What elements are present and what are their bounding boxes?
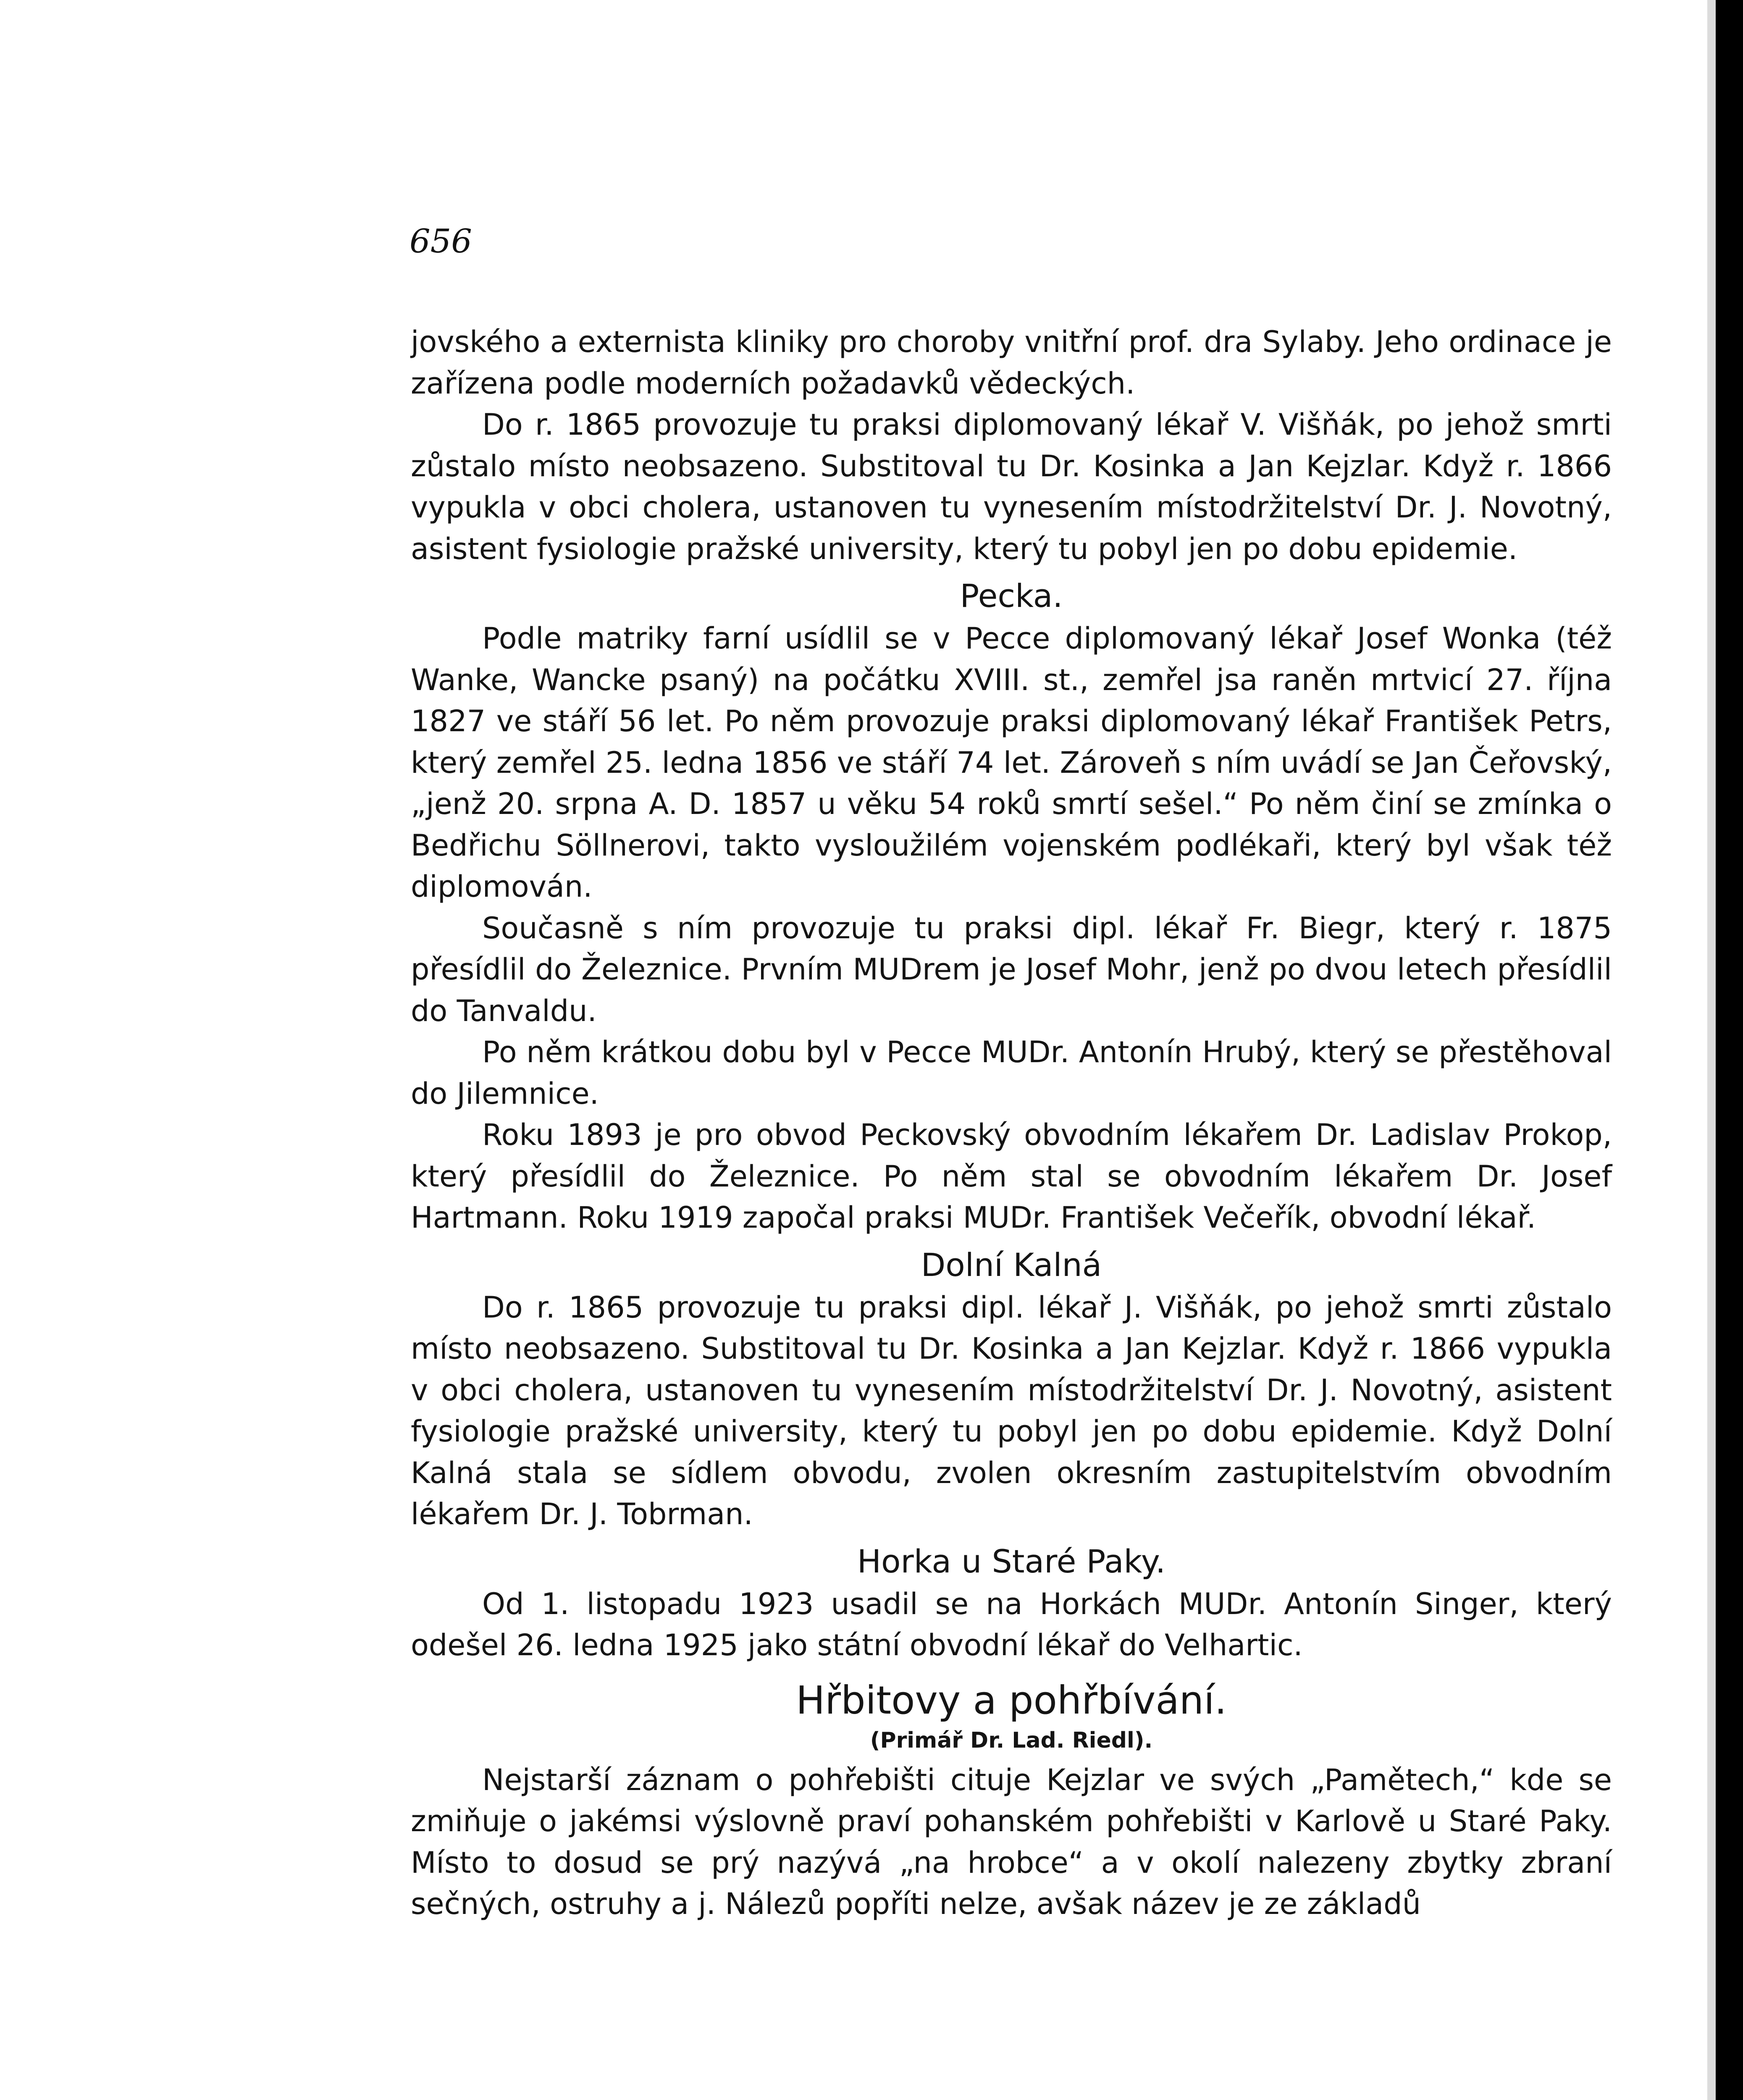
pecka-paragraph-2: Současně s ním provozuje tu praksi dipl. lékař Fr. Biegr, který r. 1875 přesídlil do Železnice. Prvním MUDrem je Josef Mohr, jenž po dvou letech přesídlil do Tanvaldu. [411,911,1612,1028]
pecka-paragraph-1: Podle matriky farní usídlil se v Pecce diplomovaný lékař Josef Wonka (též Wanke, Wancke psaný) na počátku XVIII. st., zemřel jsa raněn mrtvicí 27. října 1827 ve stáří 56 let. Po něm provozuje praksi diplomovaný lékař František Petrs, který zemřel 25. ledna 1856 ve stáří 74 let. Zároveň s ním uvádí se Jan Čeřovský, „jenž 20. srpna A. D. 1857 u věku 54 roků smrtí sešel.“ Po něm činí se zmínka o Bedřichu Söllnerovi, takto vysloužilém vojenském podlékaři, který byl však též diplomován. [411,621,1612,904]
section-heading-dolni-kalna: Dolní Kalná [921,1246,1102,1284]
text-column [411,321,1612,1925]
section-heading-pecka: Pecka. [960,577,1063,614]
pecka-paragraph-3: Po něm krátkou dobu byl v Pecce MUDr. Antonín Hrubý, který se přestěhoval do Jilemnice. [411,1035,1612,1111]
horka-paragraph-1: Od 1. listopadu 1923 usadil se na Horkách MUDr. Antonín Singer, který odešel 26. ledna 1925 jako státní obvodní lékař do Velhartic. [411,1586,1612,1662]
section-heading-horka: Horka u Staré Paky. [857,1542,1166,1580]
chapter-heading-hrbitovy: Hřbitovy a pohřbívání. [796,1677,1227,1723]
hrbitovy-paragraph-1: Nejstarší záznam o pohřebišti cituje Kejzlar ve svých „Pamětech,“ kde se zmiňuje o jakémsi výslovně praví pohanském pohřebišti v Karlově u Staré Paky. Místo to dosud se prý nazývá „na hrobce“ a v okolí nalezeny zbytky zbraní sečných, ostruhy a j. Nálezů popříti nelze, avšak název je ze základů [411,1762,1612,1921]
page-number: 656 [410,223,472,260]
intro-paragraph-2: Do r. 1865 provozuje tu praksi diplomovaný lékař V. Višňák, po jehož smrti zůstalo místo neobsazeno. Substitoval tu Dr. Kosinka a Jan Kejzlar. Když r. 1866 vypukla v obci cholera, ustanoven tu vynesením místodržitelství Dr. J. Novotný, asistent fysiologie pražské university, který tu pobyl jen po dobu epidemie. [411,407,1612,566]
intro-paragraph-1: jovského a externista kliniky pro choroby vnitřní prof. dra Sylaby. Jeho ordinace je zařízena podle moderních požadavků vědeckých. [411,325,1612,401]
pecka-paragraph-4: Roku 1893 je pro obvod Peckovský obvodním lékařem Dr. Ladislav Prokop, který přesídlil do Železnice. Po něm stal se obvodním lékařem Dr. Josef Hartmann. Roku 1919 započal praksi MUDr. František Večeřík, obvodní lékař. [411,1118,1612,1235]
dolni-kalna-paragraph-1: Do r. 1865 provozuje tu praksi dipl. lékař J. Višňák, po jehož smrti zůstalo místo neobsazeno. Substitoval tu Dr. Kosinka a Jan Kejzlar. Když r. 1866 vypukla v obci cholera, ustanoven tu vynesením místodržitelství Dr. J. Novotný, asistent fysiologie pražské university, který tu pobyl jen po dobu epidemie. Když Dolní Kalná stala se sídlem obvodu, zvolen okresním zastupitelstvím obvodním lékařem Dr. J. Tobrman. [411,1290,1612,1531]
chapter-byline: (Primář Dr. Lad. Riedl). [870,1727,1153,1753]
